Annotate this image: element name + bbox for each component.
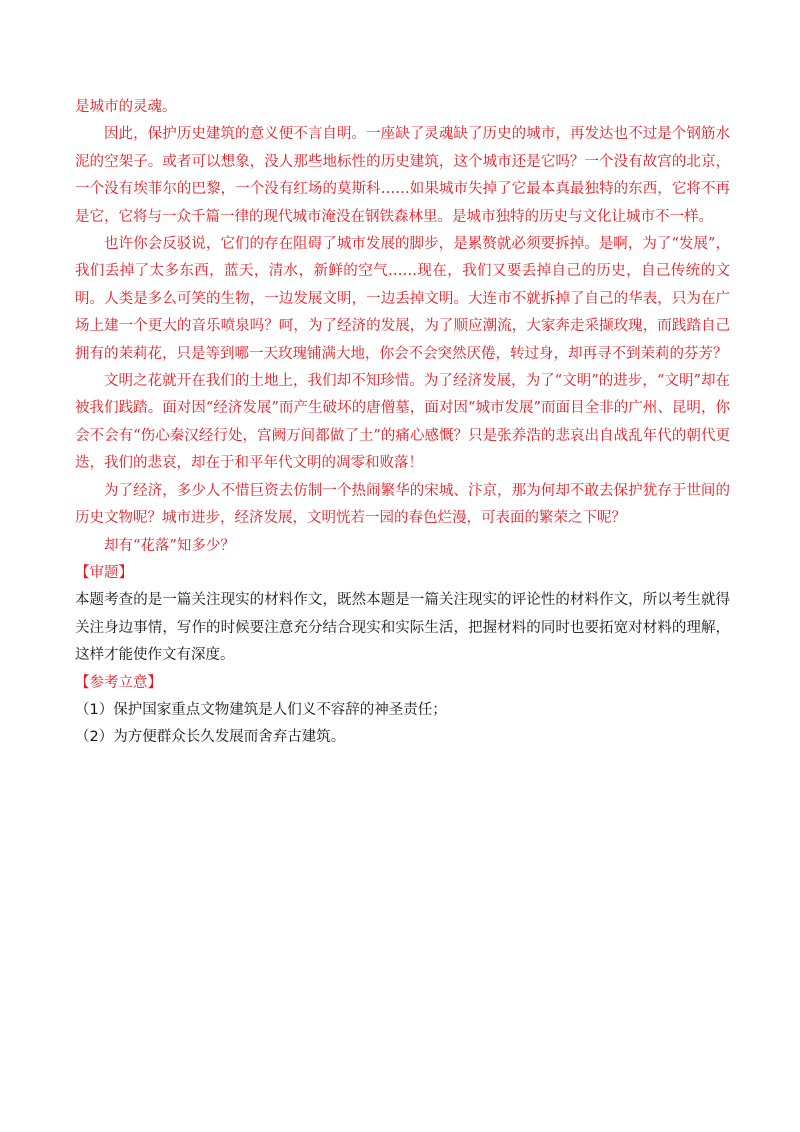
idea-item-1: （1）保护国家重点文物建筑是人们义不容辞的神圣责任； bbox=[75, 701, 447, 718]
essay-paragraph-4: 为了经济，多少人不惜巨资去仿制一个热闹繁华的宋城、汴京，那为何却不敢去保护犹存于世间的历史文物呢？城市进步，经济发展，文明恍若一园的春色烂漫，可表面的繁荣之下呢？ bbox=[75, 482, 730, 527]
document-page bbox=[75, 94, 730, 752]
essay-paragraph-5: 却有“花落”知多少？ bbox=[104, 537, 235, 554]
review-heading: 【审题】 bbox=[75, 564, 133, 581]
essay-paragraph-3: 文明之花就开在我们的土地上，我们却不知珍惜。为了经济发展，为了“文明”的进步，“文明”却在被我们践踏。面对因“经济发展”而产生破坏的唐僧墓，面对因“城市发展”而面目全非的广州、昆明，你会不会有“伤心秦汉经行处，宫阙万间都做了土”的痛心感慨？只是张养浩的悲哀出自战乱年代的朝代更迭，我们的悲哀，却在于和平年代文明的凋零和败落！ bbox=[75, 373, 730, 472]
essay-section bbox=[75, 94, 730, 560]
idea-item-2: （2）为方便群众长久发展而舍弃古建筑。 bbox=[75, 729, 346, 746]
review-text: 本题考查的是一篇关注现实的材料作文，既然本题是一篇关注现实的评论性的材料作文，所以考生就得关注身边事情，写作的时候要注意充分结合现实和实际生活，把握材料的同时也要拓宽对材料的理解，这样才能使作文有深度。 bbox=[75, 592, 730, 664]
essay-paragraph-1: 因此，保护历史建筑的意义便不言自明。一座缺了灵魂缺了历史的城市，再发达也不过是个钢筋水泥的空架子。或者可以想象，没人那些地标性的历史建筑，这个城市还是它吗？一个没有故宫的北京，一个没有埃菲尔的巴黎，一个没有红场的莫斯科……如果城市失掉了它最本真最独特的东西，它将不再是它，它将与一众千篇一律的现代城市淹没在钢铁森林里。是城市独特的历史与文化让城市不一样。 bbox=[75, 126, 730, 225]
essay-paragraph-0: 是城市的灵魂。 bbox=[75, 99, 177, 115]
ideas-heading: 【参考立意】 bbox=[75, 674, 162, 691]
essay-paragraph-2: 也许你会反驳说，它们的存在阻碍了城市发展的脚步，是累赘就必须要拆掉。是啊，为了“发展”，我们丢掉了太多东西，蓝天，清水，新鲜的空气……现在，我们又要丢掉自己的历史，自己传统的文明。人类是多么可笑的生物，一边发展文明，一边丢掉文明。大连市不就拆掉了自己的华表，只为在广场上建一个更大的音乐喷泉吗？呵，为了经济的发展，为了顺应潮流，大家奔走采撷玫瑰，而践踏自己拥有的茉莉花，只是等到哪一天玫瑰铺满大地，你会不会突然厌倦，转过身，却再寻不到茉莉的芬芳？ bbox=[75, 236, 730, 362]
